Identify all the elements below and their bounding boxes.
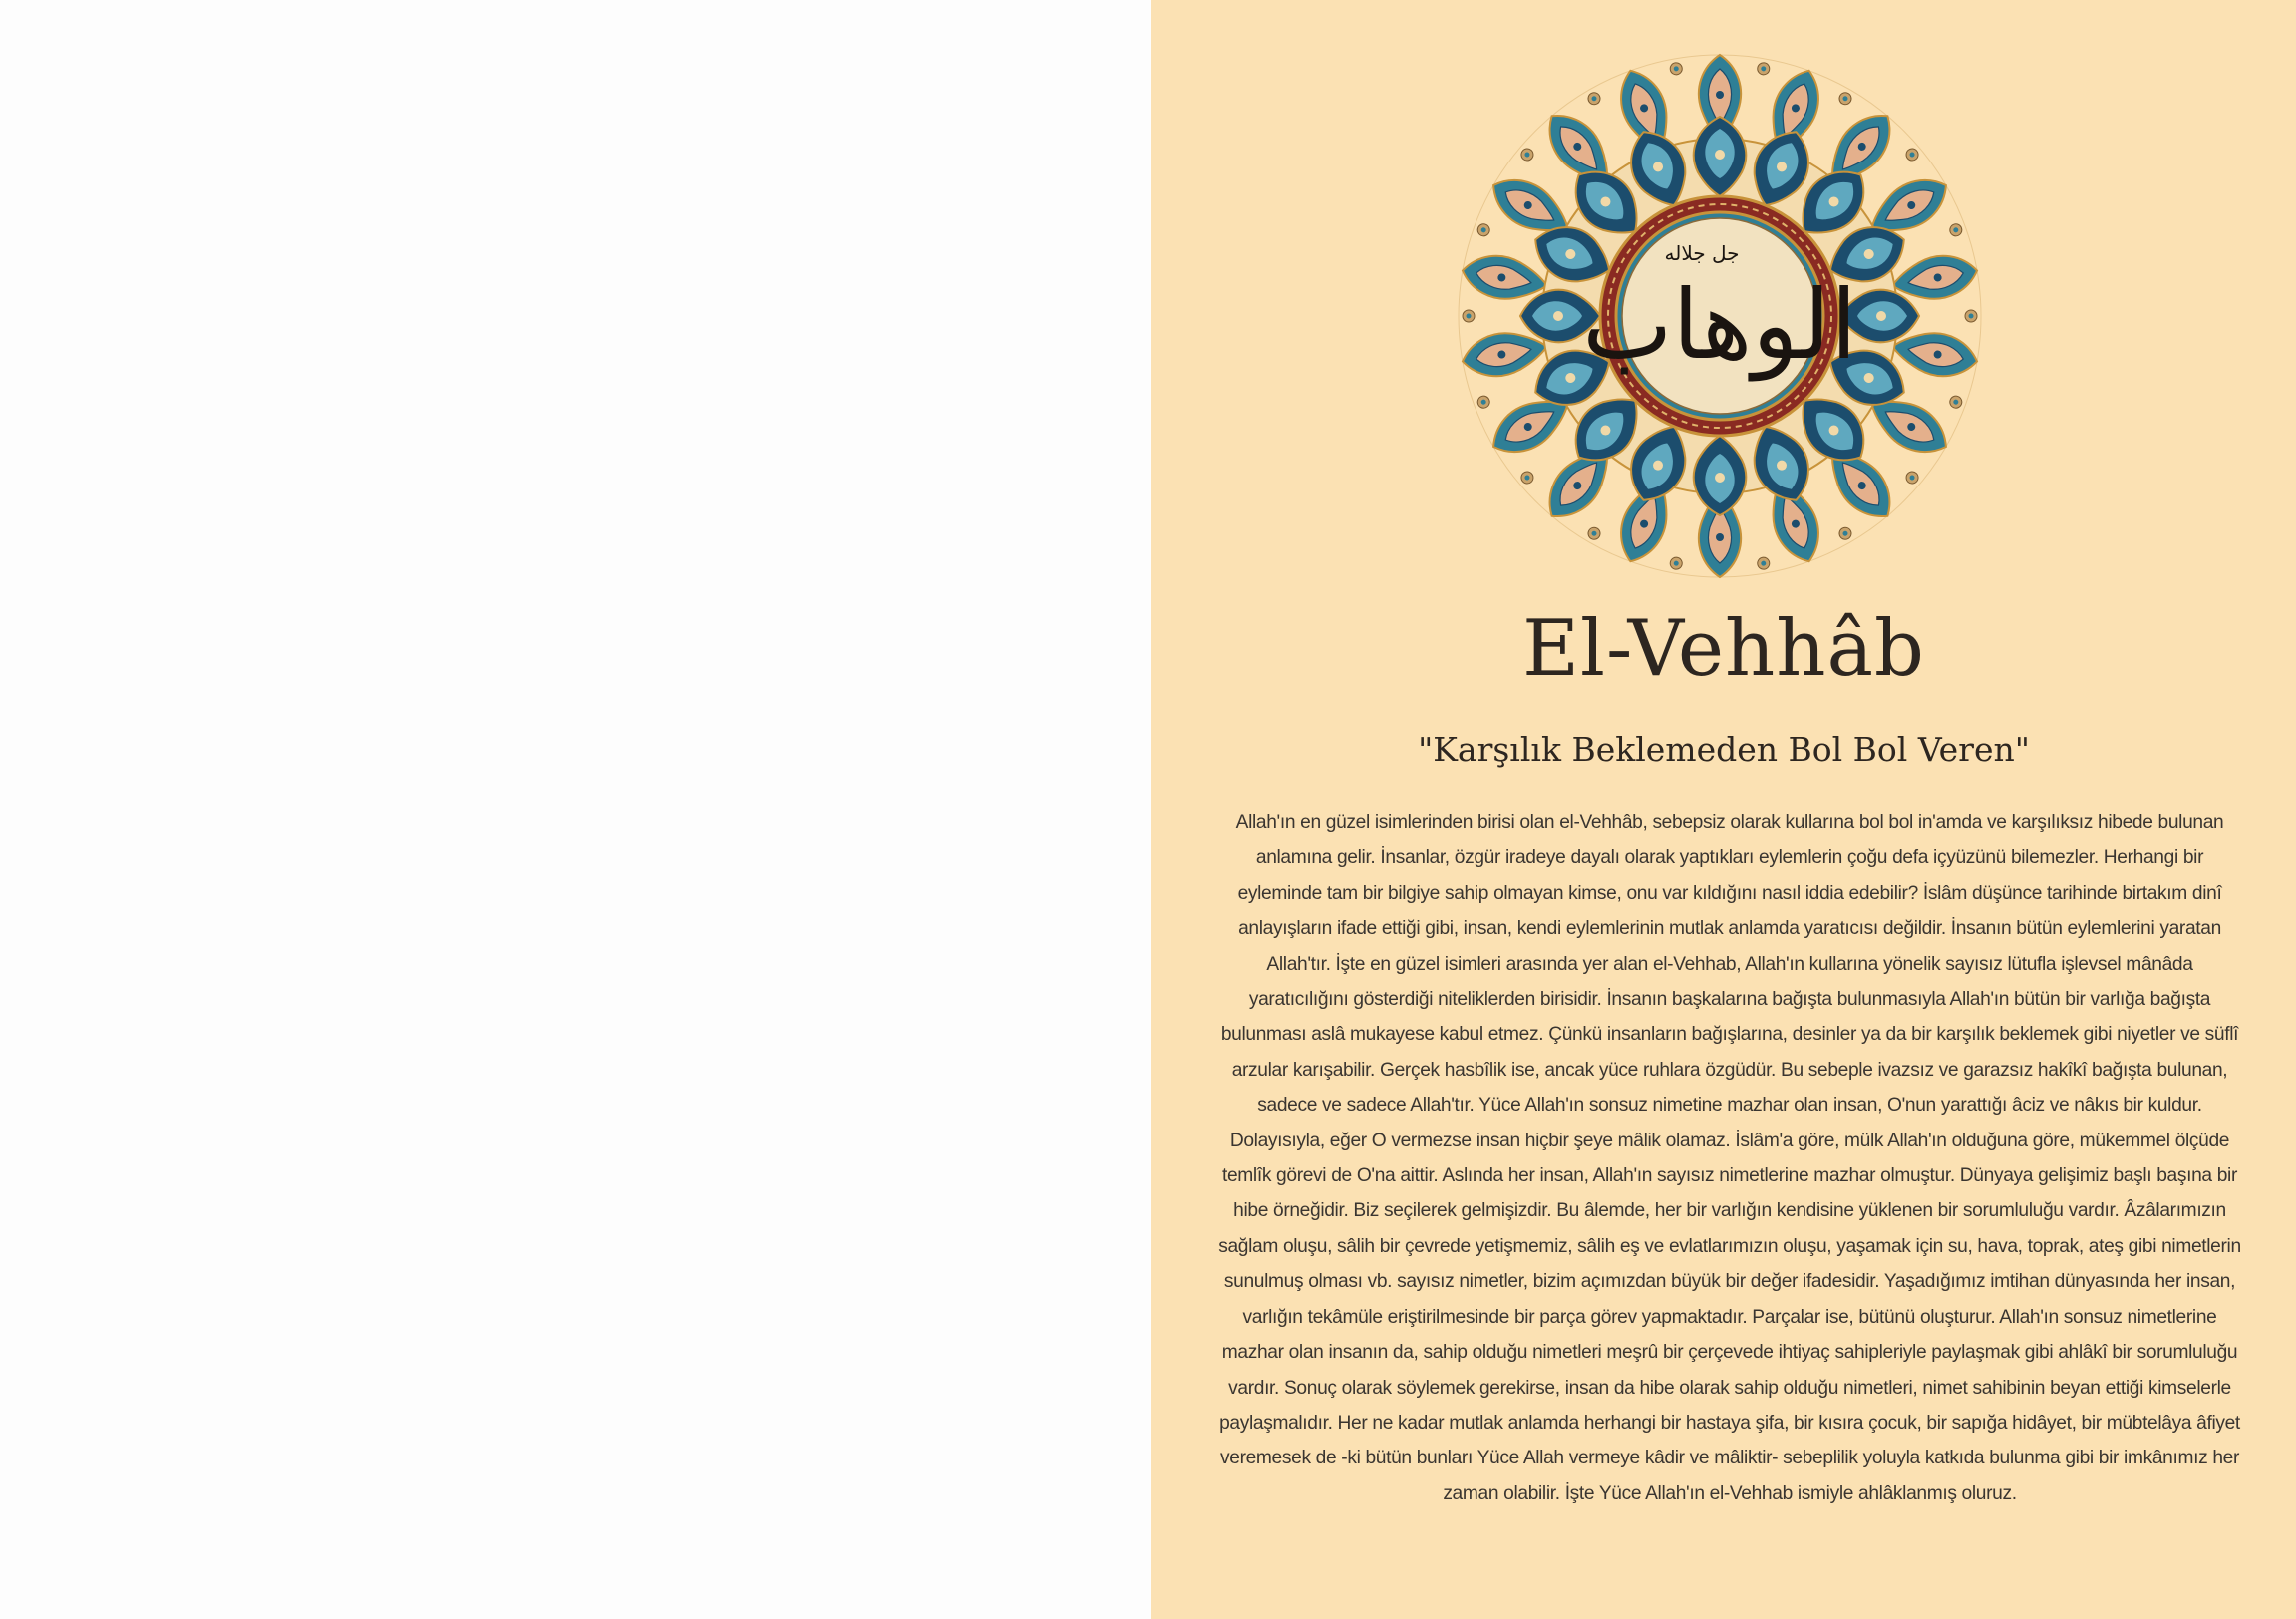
calligraphy-el-vehhab: الوهاب (1582, 269, 1857, 381)
islamic-illumination-medallion-icon (1456, 52, 1984, 580)
calligraphy-small-inscription: جل جلاله (1664, 241, 1740, 265)
right-page (1151, 0, 2296, 1619)
body-paragraph: Allah'ın en güzel isimlerinden birisi olan el-Vehhâb, sebepsiz olarak kullarına bol bol in'amda ve karşılıksız hibede bulunan anlamına gelir. İnsanlar, özgür iradeye dayalı olarak yaptıkları eylemlerin çoğu defa içyüzünü bilemezler. Herhangi bir eyleminde tam bir bilgiye sahip olmayan kimse, onu var kıldığını nasıl iddia edebilir? İslâm düşünce tarihinde birtakım dinî anlayışların ifade ettiği gibi, insan, kendi eylemlerinin mutlak anlamda yaratıcısı değildir. İnsanın bütün eylemlerini yaratan Allah'tır. İşte en güzel isimleri arasında yer alan el-Vehhab, Allah'ın kullarına yönelik sayısız lütufla işlevsel mânâda yaratıcılığını gösterdiği niteliklerden birisidir. İnsanın başkalarına bağışta bulunmasıyla Allah'ın bütün bir varlığa bağışta bulunması aslâ mukayese kabul etmez. Çünkü insanların bağışlarına, desinler ya da bir karşılık beklemek gibi niyetler ve süflî arzular karışabilir. Gerçek hasbîlik ise, ancak yüce ruhlara özgüdür. Bu sebeple ivazsız ve garazsız hakîkî bağışta bulunan, sadece ve sadece Allah'tır. Yüce Allah'ın sonsuz nimetine mazhar olan insan, O'nun yarattığı âciz ve nâkıs bir kuldur. Dolayısıyla, eğer O vermezse insan hiçbir şeye mâlik olamaz. İslâm'a göre, mülk Allah'ın olduğuna göre, mükemmel ölçüde temlîk görevi de O'na aittir. Aslında her insan, Allah'ın sayısız nimetlerine mazhar olmuştur. Dünyaya gelişimiz başlı başına bir hibe örneğidir. Biz seçilerek gelmişizdir. Bu âlemde, her bir varlığın kendisine yüklenen bir sorumluluğu vardır. Âzâlarımızın sağlam oluşu, sâlih bir çevrede yetişmemiz, sâlih eş ve evlatlarımızın oluşu, yaşamak için su, hava, toprak, ateş gibi nimetlerin sunulmuş olması vb. sayısız nimetler, bizim açımızdan büyük bir değer ifadesidir. Yaşadığımız imtihan dünyasında her insan, varlığın tekâmüle eriştirilmesinde bir parça görev yapmaktadır. Parçalar ise, bütünü oluşturur. Allah'ın sonsuz nimetlerine mazhar olan insanın da, sahip olduğu nimetleri meşrû bir çerçevede ihtiyaç sahipleriyle paylaşmak gibi ahlâkî bir sorumluluğu vardır. Sonuç olarak söylemek gerekirse, insan da hibe olarak sahip olduğu nimetleri, nimet sahibinin beyan ettiği kimselerle paylaşmalıdır. Her ne kadar mutlak anlamda herhangi bir hastaya şifa, bir kısıra çocuk, bir sapığa hidâyet, bir mübtelâya âfiyet veremesek de -ki bütün bunları Yüce Allah vermeye kâdir ve mâliktir- sebeplilik yoluyla katkıda bulunma gibi bir imkânımız her zaman olabilir. İşte Yüce Allah'ın el-Vehhab ismiyle ahlâklanmış oluruz. (1218, 812, 2241, 1504)
page-subtitle: "Karşılık Beklemeden Bol Bol Veren" (1418, 730, 2030, 769)
page-title: El-Vehhâb (1522, 604, 1925, 694)
